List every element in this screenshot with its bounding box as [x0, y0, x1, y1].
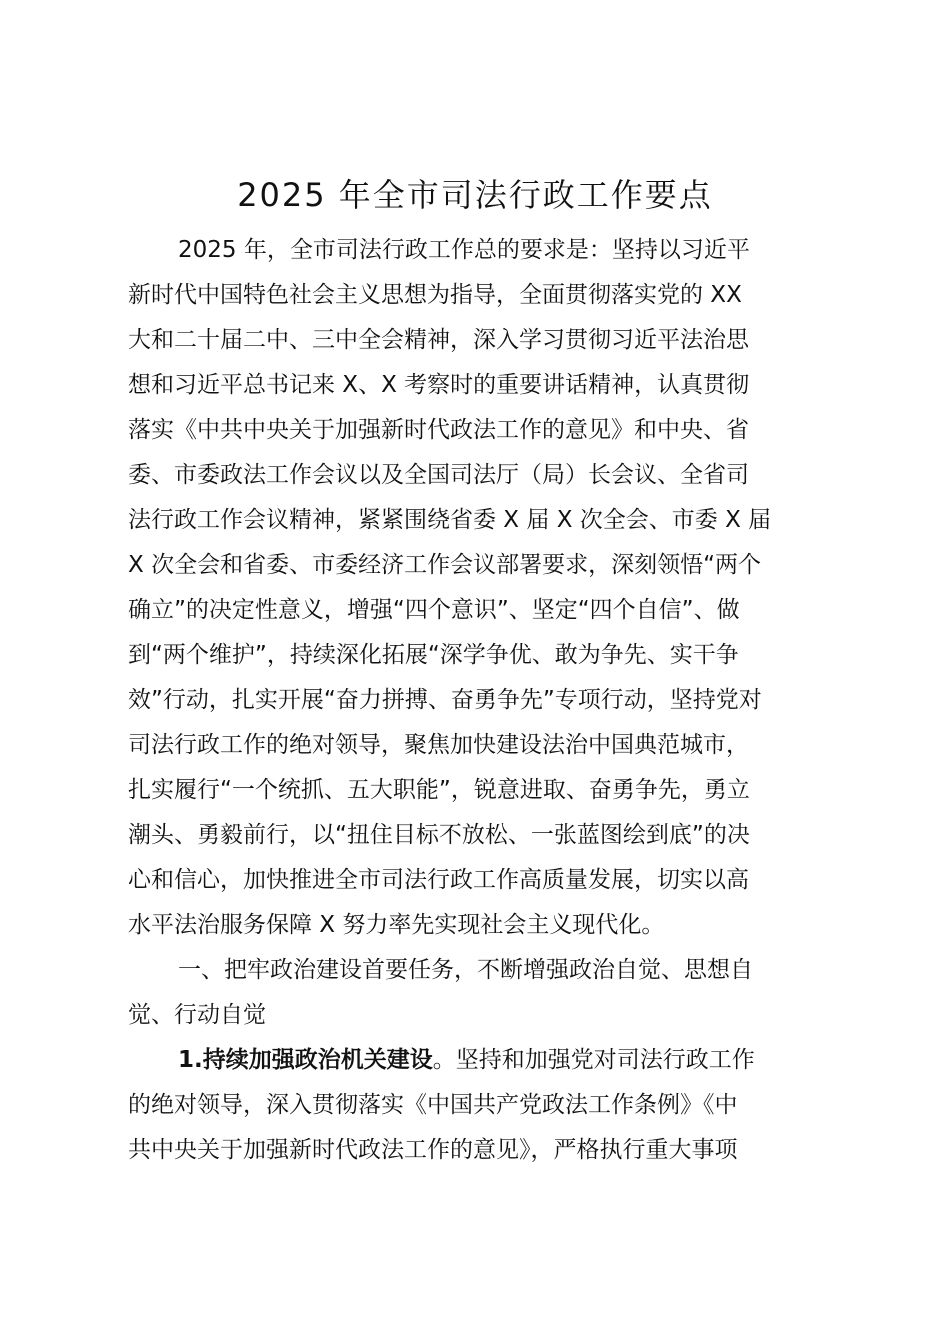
section-heading — [128, 948, 824, 1038]
paragraph-line: 扎实履行“一个统抓、五大职能”，锐意进取、奋勇争先，勇立 — [128, 777, 750, 803]
item-text: 。坚持和加强党对司法行政工作 — [432, 1047, 755, 1073]
paragraph-line: 到“两个维护”，持续深化拓展“深学争优、敢为争先、实干争 — [128, 642, 739, 668]
paragraph-line: 潮头、勇毅前行，以“扭住目标不放松、一张蓝图绘到底”的决 — [128, 822, 750, 848]
paragraph-line: 司法行政工作的绝对领导，聚焦加快建设法治中国典范城市， — [128, 732, 749, 758]
item-first-line — [128, 1038, 824, 1083]
document-title: 2025 年全市司法行政工作要点 — [237, 176, 713, 214]
paragraph-line: 2025 年，全市司法行政工作总的要求是：坚持以习近平 — [178, 237, 750, 263]
paragraph-line: 新时代中国特色社会主义思想为指导，全面贯彻落实党的 XX — [128, 282, 742, 308]
paragraph-line: 共中央关于加强新时代政法工作的意见》，严格执行重大事项 — [128, 1137, 738, 1163]
paragraph-intro — [128, 228, 824, 948]
paragraph-line: 水平法治服务保障 X 努力率先实现社会主义现代化。 — [128, 912, 665, 938]
paragraph-line: 确立”的决定性意义，增强“四个意识”、坚定“四个自信”、做 — [128, 597, 740, 623]
paragraph-line: 法行政工作会议精神，紧紧围绕省委 X 届 X 次全会、市委 X 届 — [128, 507, 772, 533]
paragraph-line: 委、市委政法工作会议以及全国司法厅（局）长会议、全省司 — [128, 462, 749, 488]
item-paragraph — [128, 1038, 824, 1173]
document-body — [128, 228, 824, 1173]
section-heading-line: 觉、行动自觉 — [128, 1002, 266, 1028]
section-heading-line: 一、把牢政治建设首要任务，不断增强政治自觉、思想自 — [178, 957, 753, 983]
paragraph-line: 心和信心，加快推进全市司法行政工作高质量发展，切实以高 — [128, 867, 749, 893]
item-heading: 1.持续加强政治机关建设 — [178, 1047, 433, 1073]
paragraph-line: X 次全会和省委、市委经济工作会议部署要求，深刻领悟“两个 — [128, 552, 761, 578]
paragraph-line: 大和二十届二中、三中全会精神，深入学习贯彻习近平法治思 — [128, 327, 749, 353]
paragraph-line: 效”行动，扎实开展“奋力拼搏、奋勇争先”专项行动，坚持党对 — [128, 687, 762, 713]
paragraph-line: 想和习近平总书记来 X、X 考察时的重要讲话精神，认真贯彻 — [128, 372, 750, 398]
paragraph-line: 落实《中共中央关于加强新时代政法工作的意见》和中央、省 — [128, 417, 749, 443]
paragraph-line: 的绝对领导，深入贯彻落实《中国共产党政法工作条例》《中 — [128, 1092, 738, 1118]
